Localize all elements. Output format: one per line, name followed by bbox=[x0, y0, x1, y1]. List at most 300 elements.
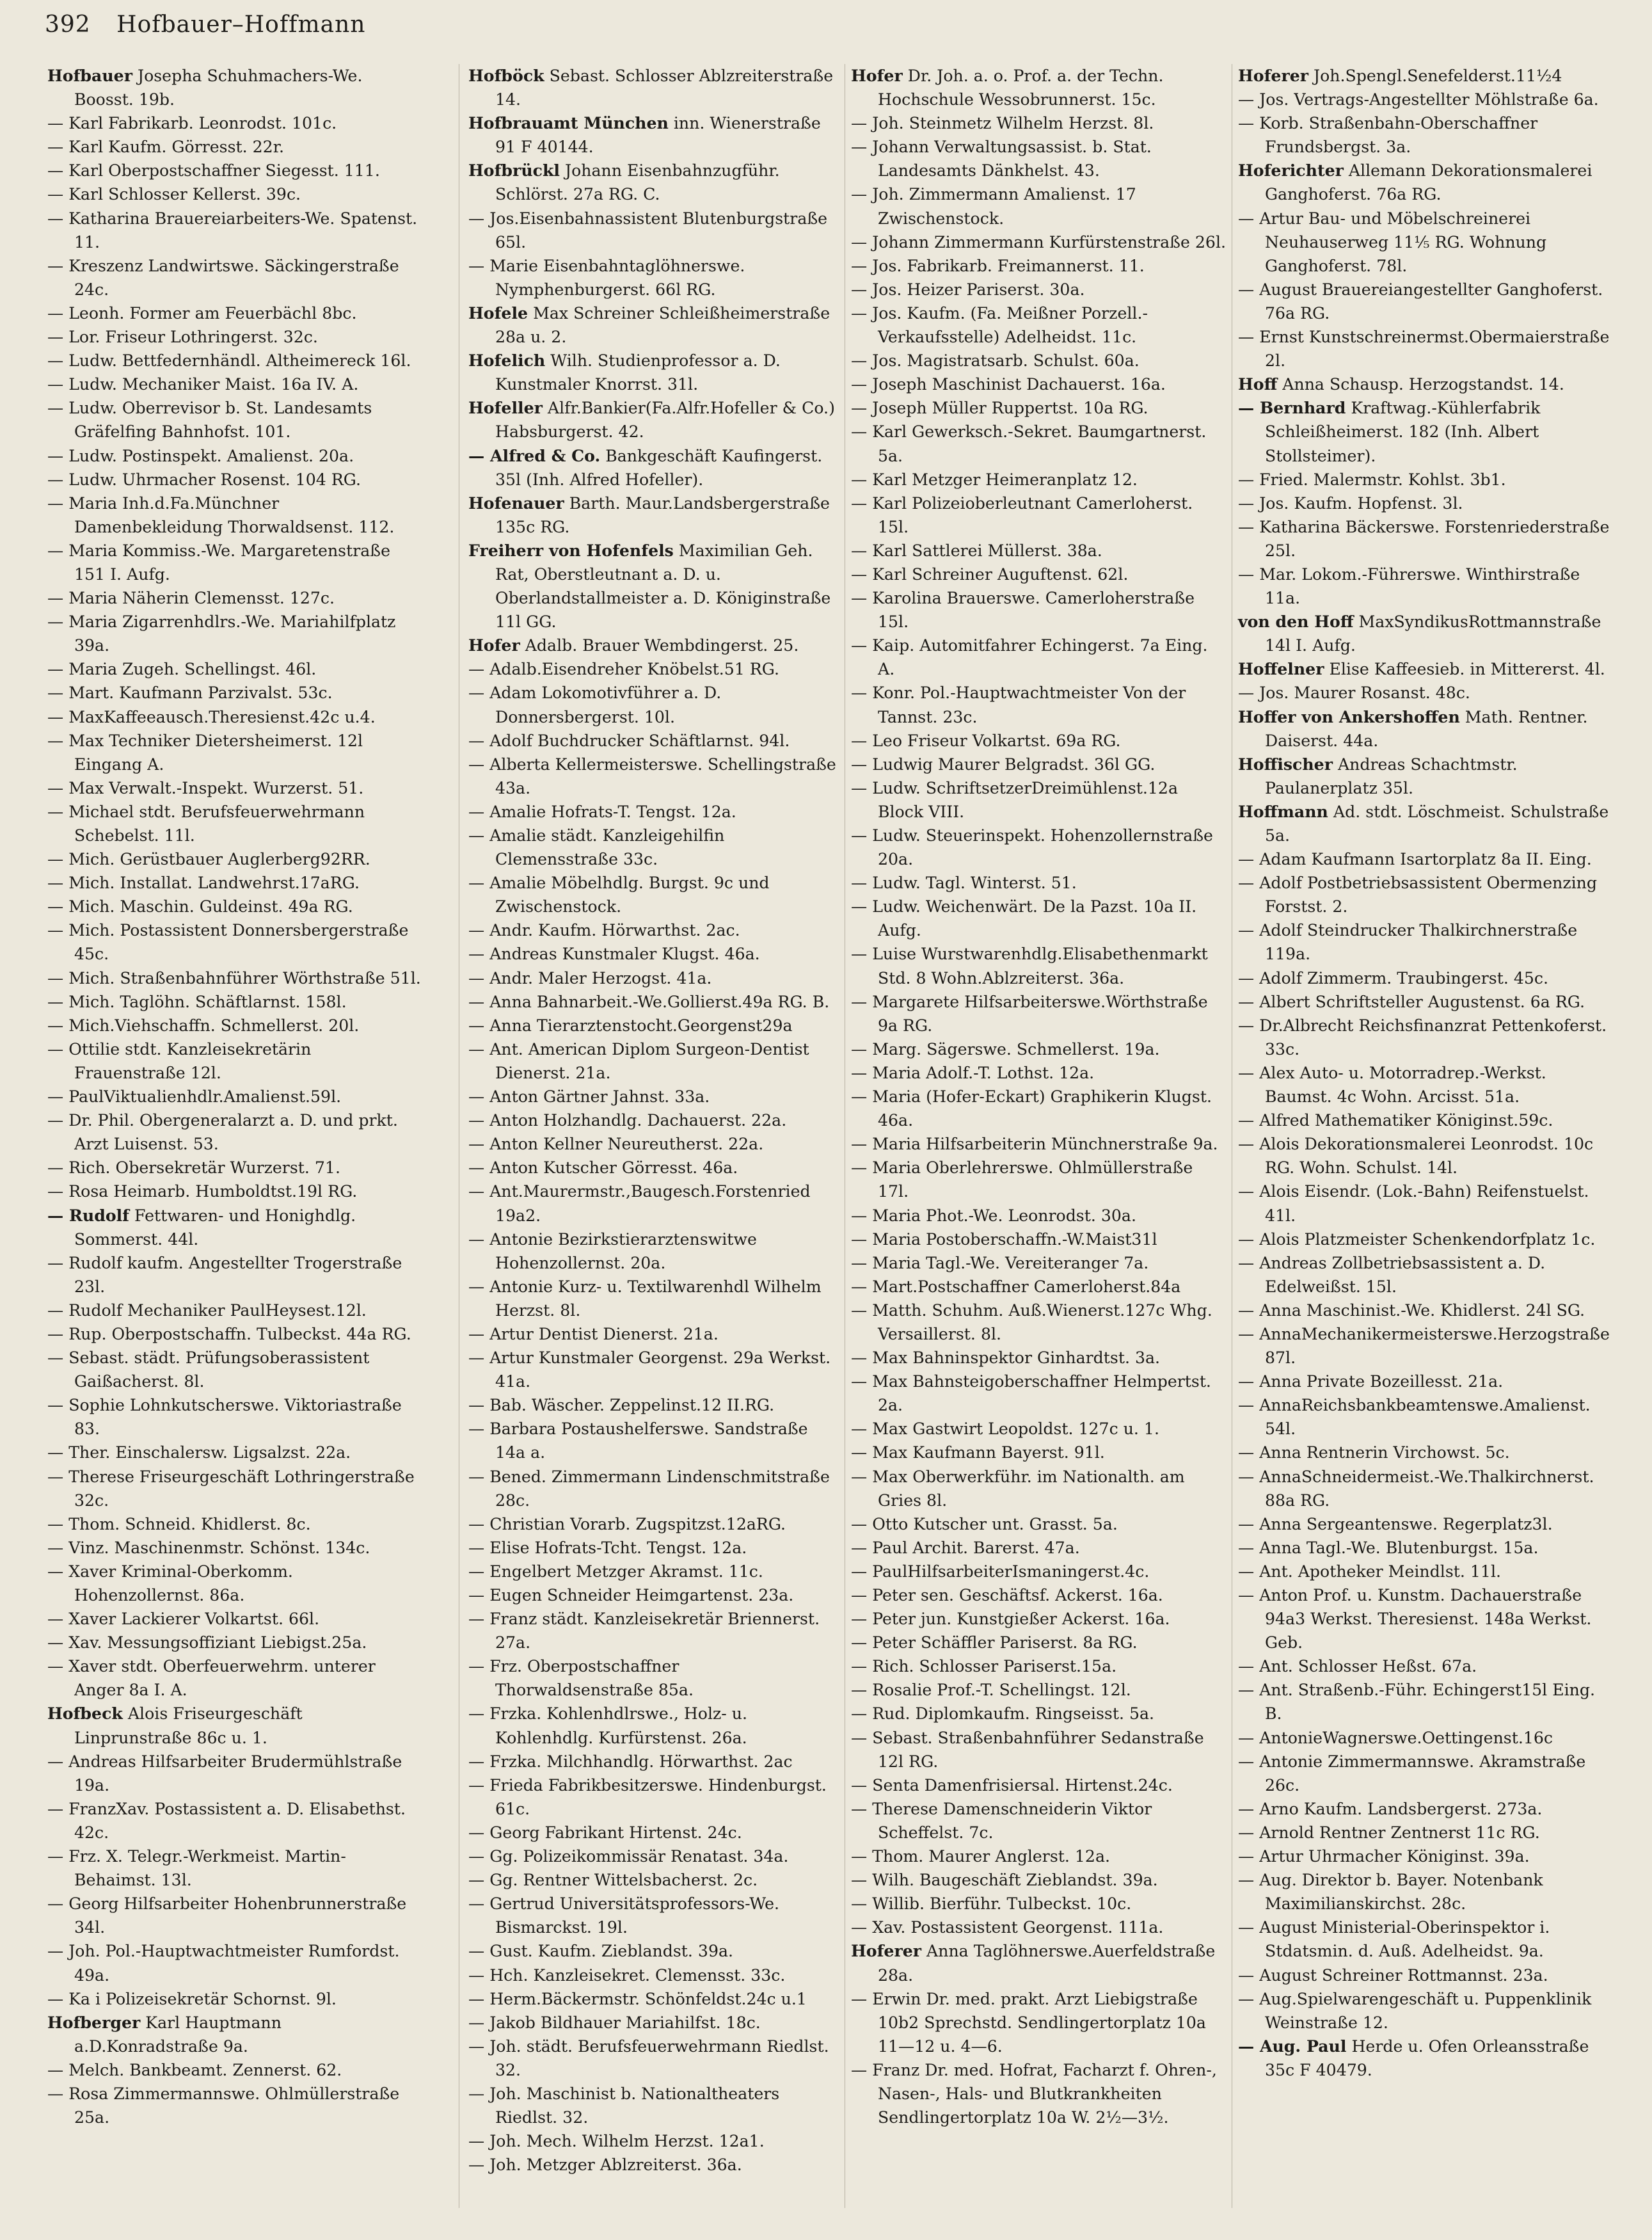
entry-text: — Ludw. Steuerinspekt. Hohenzollernstraße 20a. bbox=[851, 826, 1213, 869]
directory-entry bbox=[1238, 1108, 1613, 1132]
directory-entry bbox=[468, 2011, 839, 2035]
directory-entry bbox=[468, 1939, 839, 1963]
entry-text: — August Brauereiangestellter Ganghoferst. 76a RG. bbox=[1238, 280, 1603, 323]
directory-entry bbox=[851, 1654, 1227, 1678]
directory-entry bbox=[1238, 1228, 1613, 1251]
entry-text: — Jos. Kaufm. (Fa. Meißner Porzell.-Verkaufsstelle) Adelheidst. 11c. bbox=[851, 303, 1148, 347]
directory-entry bbox=[851, 776, 1227, 824]
directory-entry bbox=[47, 2011, 422, 2058]
directory-entry bbox=[851, 1465, 1227, 1512]
entry-text: — Maria Zigarrenhdlrs.-We. Mariahilfplatz 39a. bbox=[47, 612, 396, 655]
directory-entry bbox=[47, 1844, 422, 1892]
directory-entry bbox=[1238, 1750, 1613, 1797]
directory-entry bbox=[468, 1228, 839, 1275]
entry-name: — Rudolf bbox=[47, 1205, 130, 1225]
directory-entry bbox=[47, 705, 422, 729]
directory-entry bbox=[1238, 1465, 1613, 1512]
entry-text: — Aug. Direktor b. Bayer. Notenbank Maximilianskirchst. 28c. bbox=[1238, 1871, 1543, 1914]
entry-text: — Joh. Pol.-Hauptwachtmeister Rumfordst. 49a. bbox=[47, 1942, 400, 1985]
directory-entry bbox=[851, 396, 1227, 420]
entry-text: — Joh. städt. Berufsfeuerwehrmann Riedlst. 32. bbox=[468, 2036, 829, 2079]
directory-entry bbox=[1238, 1536, 1613, 1560]
entry-text: — Anna Rentnerin Virchowst. 5c. bbox=[1238, 1443, 1510, 1462]
directory-entry bbox=[468, 1346, 839, 1393]
entry-text: — Ant. Schlosser Heßst. 67a. bbox=[1238, 1657, 1477, 1676]
directory-entry bbox=[468, 444, 839, 492]
entry-text: — Karl Polizeioberleutnant Camerloherst. 15l. bbox=[851, 493, 1193, 536]
directory-entry bbox=[468, 254, 839, 301]
directory-entry bbox=[851, 1797, 1227, 1844]
entry-text: — Karl Sattlerei Müllerst. 38a. bbox=[851, 541, 1102, 560]
directory-entry bbox=[851, 492, 1227, 539]
directory-entry bbox=[1238, 468, 1613, 492]
entry-text: Karl Hauptmann a.D.Konradstraße 9a. bbox=[74, 2013, 282, 2056]
entry-name: Hoffischer bbox=[1238, 754, 1333, 774]
directory-entry bbox=[851, 1844, 1227, 1868]
directory-entry bbox=[851, 563, 1227, 586]
directory-entry bbox=[47, 1702, 422, 1749]
entry-text: — Antonie Zimmermannswe. Akramstraße 26c. bbox=[1238, 1752, 1586, 1795]
entry-text: — Andreas Hilfsarbeiter Brudermühlstraße 19a. bbox=[47, 1752, 402, 1795]
entry-text: — Ludw. SchriftsetzerDreimühlenst.12a Block VIII. bbox=[851, 778, 1178, 821]
entry-text: — Anton Prof. u. Kunstm. Dachauerstraße 94a3 Werkst. Theresienst. 148a Werkst. Geb. bbox=[1238, 1586, 1592, 1652]
directory-entry bbox=[47, 159, 422, 182]
entry-text: — Maria (Hofer-Eckart) Graphikerin Klugst. 46a. bbox=[851, 1087, 1212, 1130]
entry-text: — Andr. Maler Herzogst. 41a. bbox=[468, 968, 712, 988]
directory-entry bbox=[1238, 278, 1613, 325]
entry-text: — Bened. Zimmermann Lindenschmitstraße 28c. bbox=[468, 1467, 830, 1510]
directory-entry bbox=[47, 1085, 422, 1108]
entry-name: Freiherr von Hofenfels bbox=[468, 540, 674, 560]
entry-text: — Antonie Bezirkstierarztenswitwe Hohenzollernst. 20a. bbox=[468, 1229, 757, 1272]
directory-entry bbox=[468, 1037, 839, 1085]
entry-text: — Amalie Möbelhdlg. Burgst. 9c und Zwischenstock. bbox=[468, 874, 770, 916]
entry-text: Barth. Maur.Landsbergerstraße 135c RG. bbox=[495, 493, 830, 536]
directory-entry bbox=[468, 1750, 839, 1773]
directory-entry bbox=[851, 1037, 1227, 1061]
directory-entry bbox=[1238, 1583, 1613, 1654]
entry-text: — Thom. Schneid. Khidlerst. 8c. bbox=[47, 1514, 311, 1533]
entry-text: — Thom. Maurer Anglerst. 12a. bbox=[851, 1847, 1110, 1866]
directory-entry bbox=[468, 2153, 839, 2177]
directory-entry bbox=[851, 824, 1227, 871]
directory-entry bbox=[47, 349, 422, 372]
entry-text: — Xav. Messungsoffiziant Liebigst.25a. bbox=[47, 1633, 367, 1652]
directory-entry bbox=[1238, 64, 1613, 88]
directory-entry bbox=[468, 871, 839, 918]
entry-text: Kraftwag.-Kühlerfabrik Schleißheimerst. 182 (Inh. Albert Stollsteimer). bbox=[1265, 399, 1541, 465]
directory-entry bbox=[47, 776, 422, 800]
entry-text: inn. Wienerstraße 91 F 40144. bbox=[495, 114, 821, 157]
entry-text: — Therese Friseurgeschäft Lothringerstraße 32c. bbox=[47, 1467, 415, 1510]
directory-entry bbox=[1238, 1061, 1613, 1108]
directory-entry bbox=[851, 1441, 1227, 1464]
directory-entry bbox=[1238, 207, 1613, 278]
entry-text: — Maria Zugeh. Schellingst. 46l. bbox=[47, 660, 317, 679]
entry-name: Hoff bbox=[1238, 374, 1278, 394]
directory-entry bbox=[851, 1868, 1227, 1892]
directory-entry bbox=[47, 1536, 422, 1560]
directory-entry bbox=[468, 1322, 839, 1346]
directory-entry bbox=[47, 1108, 422, 1156]
entry-text: — Adam Lokomotivführer a. D. Donnersbergerst. 10l. bbox=[468, 684, 722, 726]
entry-text: — Ludw. Tagl. Winterst. 51. bbox=[851, 874, 1077, 893]
entry-text: — Joseph Müller Ruppertst. 10a RG. bbox=[851, 399, 1148, 418]
entry-text: — Anton Gärtner Jahnst. 33a. bbox=[468, 1087, 710, 1107]
entry-text: — Max Verwalt.-Inspekt. Wurzerst. 51. bbox=[47, 778, 364, 797]
entry-text: — August Ministerial-Oberinspektor i. Stdatsmin. d. Auß. Adelheidst. 9a. bbox=[1238, 1918, 1550, 1961]
entry-text: — Karl Schlosser Kellerst. 39c. bbox=[47, 185, 301, 204]
entry-text: — Andr. Kaufm. Hörwarthst. 2ac. bbox=[468, 921, 740, 940]
entry-name: Hofenauer bbox=[468, 493, 564, 513]
entry-text: — Rudolf Mechaniker PaulHeysest.12l. bbox=[47, 1300, 367, 1320]
directory-entry bbox=[468, 1964, 839, 1987]
directory-entry bbox=[468, 1654, 839, 1702]
entry-text: — Antonie Kurz- u. Textilwarenhdl Wilhelm Herzst. 8l. bbox=[468, 1277, 822, 1320]
entry-text: — Mich. Maschin. Guldeinst. 49a RG. bbox=[47, 897, 353, 916]
entry-text: — Amalie Hofrats-T. Tengst. 12a. bbox=[468, 802, 736, 821]
entry-text: — August Schreiner Rottmannst. 23a. bbox=[1238, 1965, 1548, 1985]
directory-entry bbox=[851, 301, 1227, 349]
directory-entry bbox=[851, 1702, 1227, 1725]
entry-text: — Katharina Brauereiarbeiters-We. Spatenst. 11. bbox=[47, 209, 418, 252]
entry-text: — Joh. Zimmermann Amalienst. 17 Zwischenstock. bbox=[851, 185, 1136, 228]
entry-text: — Joh. Steinmetz Wilhelm Herzst. 8l. bbox=[851, 114, 1154, 133]
entry-text: — Rich. Obersekretär Wurzerst. 71. bbox=[47, 1158, 340, 1178]
entry-text: — Korb. Straßenbahn-Oberschaffner Frundsbergst. 3a. bbox=[1238, 114, 1538, 157]
entry-text: — Johann Zimmermann Kurfürstenstraße 26l. bbox=[851, 232, 1227, 252]
entry-text: — Maria Näherin Clemensst. 127c. bbox=[47, 589, 335, 608]
entry-name: Hoffmann bbox=[1238, 801, 1328, 821]
entry-text: — Gg. Polizeikommissär Renatast. 34a. bbox=[468, 1847, 789, 1866]
entry-text: — Senta Damenfrisiersal. Hirtenst.24c. bbox=[851, 1775, 1173, 1795]
directory-entry bbox=[1238, 563, 1613, 610]
directory-entry bbox=[851, 64, 1227, 111]
directory-entry bbox=[851, 1417, 1227, 1441]
directory-entry bbox=[468, 1275, 839, 1322]
entry-text: Math. Rentner. Daiserst. 44a. bbox=[1265, 707, 1588, 750]
entry-text: — Anton Kellner Neureutherst. 22a. bbox=[468, 1135, 764, 1154]
directory-entry bbox=[851, 1773, 1227, 1797]
entry-text: Wilh. Studienprofessor a. D. Kunstmaler Knorrst. 31l. bbox=[495, 351, 781, 394]
entry-text: — Peter Schäffler Pariserst. 8a RG. bbox=[851, 1633, 1138, 1652]
entry-text: — Herm.Bäckermstr. Schönfeldst.24c u.1 bbox=[468, 1989, 807, 2008]
directory-entry bbox=[468, 657, 839, 681]
entry-text: — Ludw. Mechaniker Maist. 16a IV. A. bbox=[47, 375, 359, 394]
entry-text: — Hch. Kanzleisekret. Clemensst. 33c. bbox=[468, 1965, 786, 1985]
entry-text: — AntonieWagnerswe.Oettingenst.16c bbox=[1238, 1728, 1553, 1747]
directory-entry bbox=[468, 1821, 839, 1844]
entry-text: — Rup. Oberpostschaffn. Tulbeckst. 44a RG. bbox=[47, 1324, 411, 1343]
directory-entry bbox=[1238, 1678, 1613, 1725]
entry-text: — Engelbert Metzger Akramst. 11c. bbox=[468, 1562, 763, 1581]
entry-text: — Ludw. Oberrevisor b. St. Landesamts Gräfelfing Bahnhofst. 101. bbox=[47, 399, 372, 442]
entry-text: — Karl Schreiner Auguftenst. 62l. bbox=[851, 564, 1129, 584]
entry-text: — Joh. Mech. Wilhelm Herzst. 12a1. bbox=[468, 2132, 765, 2151]
directory-entry bbox=[47, 254, 422, 301]
entry-text: — Arno Kaufm. Landsbergerst. 273a. bbox=[1238, 1799, 1543, 1818]
entry-text: — Frieda Fabrikbesitzerswe. Hindenburgst. 61c. bbox=[468, 1775, 827, 1818]
entry-text: — AnnaMechanikermeisterswe.Herzogstraße 87l. bbox=[1238, 1324, 1610, 1368]
directory-entry bbox=[851, 1061, 1227, 1085]
entry-text: — Maria Inh.d.Fa.Münchner Damenbekleidung Thorwaldsenst. 112. bbox=[47, 493, 395, 536]
directory-entry bbox=[1238, 1560, 1613, 1583]
entry-text: — Aug.Spielwarengeschäft u. Puppenklinik Weinstraße 12. bbox=[1238, 1989, 1592, 2032]
entry-text: — Frz. X. Telegr.-Werkmeist. Martin-Behaimst. 13l. bbox=[47, 1847, 346, 1890]
directory-entry bbox=[47, 1987, 422, 2011]
directory-entry bbox=[851, 2058, 1227, 2129]
entry-text: Bankgeschäft Kaufingerst. 35l (Inh. Alfred Hofeller). bbox=[495, 446, 823, 489]
entry-text: — FranzXav. Postassistent a. D. Elisabethst. 42c. bbox=[47, 1799, 406, 1842]
entry-text: — Alois Platzmeister Schenkendorfplatz 1c. bbox=[1238, 1229, 1596, 1249]
directory-entry bbox=[47, 492, 422, 539]
entry-text: — Artur Dentist Dienerst. 21a. bbox=[468, 1324, 719, 1343]
directory-entry bbox=[47, 64, 422, 111]
entry-text: — Mar. Lokom.-Führerswe. Winthirstraße 11a. bbox=[1238, 564, 1580, 608]
entry-text: — Karl Kaufm. Görresst. 22r. bbox=[47, 138, 284, 157]
entry-name: Hofelich bbox=[468, 351, 546, 371]
directory-entry bbox=[1238, 1180, 1613, 1227]
directory-entry bbox=[851, 468, 1227, 492]
entry-text: — Barbara Postaushelferswe. Sandstraße 14a a. bbox=[468, 1420, 808, 1462]
entry-name: Hoffer von Ankershoffen bbox=[1238, 707, 1460, 726]
directory-entry bbox=[47, 610, 422, 657]
entry-text: — Alberta Kellermeisterswe. Schellingstraße 43a. bbox=[468, 755, 836, 797]
entry-name: Hoferer bbox=[1238, 66, 1309, 85]
entry-text: — Ernst Kunstschreinermst.Obermaierstraße 2l. bbox=[1238, 328, 1610, 371]
entry-text: — Marie Eisenbahntaglöhnerswe. Nymphenburgerst. 66l RG. bbox=[468, 256, 745, 299]
directory-entry bbox=[47, 800, 422, 847]
entry-text: Maximilian Geh. Rat, Oberstleutnant a. D. u. Oberlandstallmeister a. D. Königinstraße 11l GG. bbox=[495, 541, 831, 632]
entry-text: — Anna Bahnarbeit.-We.Gollierst.49a RG. B. bbox=[468, 992, 830, 1011]
directory-entry bbox=[468, 159, 839, 206]
entry-text: — Adam Kaufmann Isartorplatz 8a II. Eing. bbox=[1238, 850, 1592, 869]
directory-entry bbox=[1238, 1987, 1613, 2035]
entry-text: Allemann Dekorationsmalerei Ganghoferst. 76a RG. bbox=[1265, 161, 1592, 204]
directory-entry bbox=[851, 135, 1227, 182]
directory-entry bbox=[1238, 1299, 1613, 1322]
entry-text: Josepha Schuhmachers-We. Boosst. 19b. bbox=[74, 67, 363, 109]
directory-entry bbox=[851, 1726, 1227, 1773]
entry-text: Max Schreiner Schleißheimerstraße 28a u. 2. bbox=[495, 303, 830, 347]
directory-entry bbox=[851, 1251, 1227, 1275]
entry-text: — Christian Vorarb. Zugspitzst.12aRG. bbox=[468, 1514, 786, 1533]
directory-column-4 bbox=[1238, 64, 1613, 2082]
entry-text: — Therese Damenschneiderin Viktor Scheffelst. 7c. bbox=[851, 1799, 1152, 1842]
entry-text: — Frzka. Kohlenhdlrswe., Holz- u. Kohlenhdlg. Kurfürstenst. 26a. bbox=[468, 1704, 748, 1747]
directory-entry bbox=[47, 1441, 422, 1464]
directory-entry bbox=[47, 586, 422, 610]
entry-text: — Max Kaufmann Bayerst. 91l. bbox=[851, 1443, 1105, 1462]
entry-text: — Rosalie Prof.-T. Schellingst. 12l. bbox=[851, 1681, 1131, 1700]
entry-text: — Max Oberwerkführ. im Nationalth. am Gries 8l. bbox=[851, 1467, 1185, 1510]
entry-text: — Anna Tierarztenstocht.Georgenst29a bbox=[468, 1016, 793, 1035]
entry-text: — Andreas Zollbetriebsassistent a. D. Edelweißst. 15l. bbox=[1238, 1253, 1546, 1296]
directory-entry bbox=[851, 586, 1227, 634]
entry-text: — AnnaReichsbankbeamtenswe.Amalienst. 54l. bbox=[1238, 1396, 1591, 1439]
directory-entry bbox=[851, 681, 1227, 728]
entry-text: — Amalie städt. Kanzleigehilfin Clemensstraße 33c. bbox=[468, 826, 725, 869]
entry-text: Andreas Schachtmstr. Paulanerplatz 35l. bbox=[1265, 755, 1518, 797]
entry-text: Sebast. Schlosser Ablzreiterstraße 14. bbox=[495, 67, 834, 109]
directory-entry bbox=[851, 111, 1227, 135]
entry-text: — Artur Kunstmaler Georgenst. 29a Werkst. 41a. bbox=[468, 1348, 831, 1391]
directory-entry bbox=[468, 1773, 839, 1821]
entry-name: von den Hoff bbox=[1238, 612, 1354, 632]
directory-entry bbox=[468, 800, 839, 824]
directory-entry bbox=[468, 492, 839, 539]
directory-entry bbox=[1238, 1251, 1613, 1299]
directory-entry bbox=[468, 349, 839, 396]
entry-text: — Joh. Metzger Ablzreiterst. 36a. bbox=[468, 2156, 742, 2175]
directory-entry bbox=[468, 2082, 839, 2129]
directory-entry bbox=[468, 990, 839, 1014]
directory-entry bbox=[47, 182, 422, 206]
entry-text: — PaulViktualienhdlr.Amalienst.59l. bbox=[47, 1087, 342, 1107]
entry-text: — PaulHilfsarbeiterIsmaningerst.4c. bbox=[851, 1562, 1150, 1581]
entry-text: Anna Taglöhnerswe.Auerfeldstraße 28a. bbox=[878, 1942, 1216, 1985]
directory-entry bbox=[1238, 871, 1613, 918]
entry-text: — Artur Bau- und Möbelschreinerei Neuhauserweg 11⅕ RG. Wohnung Ganghoferst. 78l. bbox=[1238, 209, 1547, 275]
directory-entry bbox=[468, 1132, 839, 1156]
entry-text: — Mart. Kaufmann Parzivalst. 53c. bbox=[47, 684, 333, 703]
directory-entry bbox=[851, 1631, 1227, 1654]
directory-entry bbox=[47, 871, 422, 895]
directory-entry bbox=[47, 1037, 422, 1085]
entry-text: — Ludw. Postinspekt. Amalienst. 20a. bbox=[47, 446, 354, 465]
directory-entry bbox=[468, 1393, 839, 1417]
directory-entry bbox=[1238, 2035, 1613, 2082]
directory-entry bbox=[468, 1868, 839, 1892]
directory-entry bbox=[851, 1560, 1227, 1583]
directory-entry bbox=[851, 1583, 1227, 1607]
directory-entry bbox=[468, 1417, 839, 1464]
directory-entry bbox=[47, 1892, 422, 1939]
directory-entry bbox=[851, 942, 1227, 989]
directory-entry bbox=[851, 1536, 1227, 1560]
directory-entry bbox=[1238, 681, 1613, 705]
entry-text: — Jakob Bildhauer Mariahilfst. 18c. bbox=[468, 2013, 761, 2032]
entry-text: Anna Schausp. Herzogstandst. 14. bbox=[1277, 375, 1564, 394]
entry-text: — Xaver Kriminal-Oberkomm. Hohenzollernst. 86a. bbox=[47, 1562, 293, 1604]
directory-entry bbox=[47, 1654, 422, 1702]
entry-text: — Alfred Mathematiker Königinst.59c. bbox=[1238, 1111, 1553, 1130]
directory-entry bbox=[1238, 111, 1613, 159]
entry-text: — Adolf Zimmerm. Traubingerst. 45c. bbox=[1238, 968, 1548, 988]
entry-text: — Ant. Straßenb.-Führ. Echingerst15l Eing. B. bbox=[1238, 1681, 1595, 1724]
directory-entry bbox=[1238, 325, 1613, 372]
directory-entry bbox=[47, 1750, 422, 1797]
directory-entry bbox=[468, 1180, 839, 1227]
entry-text: — Mich. Straßenbahnführer Wörthstraße 51l. bbox=[47, 968, 421, 988]
directory-entry bbox=[47, 1014, 422, 1037]
directory-entry bbox=[851, 753, 1227, 776]
entry-text: — Kreszenz Landwirtswe. Säckingerstraße 24c. bbox=[47, 256, 399, 299]
running-head: Hofbauer–Hoffmann bbox=[116, 12, 366, 38]
entry-text: — Fried. Malermstr. Kohlst. 3b1. bbox=[1238, 470, 1506, 489]
entry-text: — Michael stdt. Berufsfeuerwehrmann Schebelst. 11l. bbox=[47, 802, 365, 845]
directory-entry bbox=[851, 182, 1227, 230]
directory-entry bbox=[468, 824, 839, 871]
directory-entry bbox=[468, 1085, 839, 1108]
entry-text: — Mich. Gerüstbauer Auglerberg92RR. bbox=[47, 850, 370, 869]
entry-text: — Xaver stdt. Oberfeuerwehrm. unterer Anger 8a I. A. bbox=[47, 1657, 376, 1700]
entry-text: — Karl Oberpostschaffner Siegesst. 111. bbox=[47, 161, 380, 180]
directory-entry bbox=[851, 1939, 1227, 1987]
directory-entry bbox=[851, 278, 1227, 301]
directory-entry bbox=[468, 1844, 839, 1868]
entry-text: Fettwaren- und Honighdlg. Sommerst. 44l. bbox=[74, 1206, 356, 1249]
entry-text: — Frz. Oberpostschaffner Thorwaldsenstraße 85a. bbox=[468, 1657, 694, 1700]
entry-text: Alfr.Bankier(Fa.Alfr.Hofeller & Co.) Habsburgerst. 42. bbox=[495, 399, 835, 442]
entry-text: — Adolf Postbetriebsassistent Obermenzing Forstst. 2. bbox=[1238, 874, 1598, 916]
entry-text: Adalb. Brauer Wembdingerst. 25. bbox=[520, 636, 799, 655]
entry-text: — Maria Kommiss.-We. Margaretenstraße 151 I. Aufg. bbox=[47, 541, 391, 584]
directory-entry bbox=[468, 1156, 839, 1180]
entry-text: — Anton Kutscher Görresst. 46a. bbox=[468, 1158, 738, 1178]
directory-entry bbox=[851, 895, 1227, 942]
entry-text: — Artur Uhrmacher Königinst. 39a. bbox=[1238, 1847, 1530, 1866]
directory-entry bbox=[47, 1251, 422, 1299]
entry-text: — Vinz. Maschinenmstr. Schönst. 134c. bbox=[47, 1538, 370, 1557]
directory-entry bbox=[1238, 1322, 1613, 1370]
entry-text: — Kaip. Automitfahrer Echingerst. 7a Eing. A. bbox=[851, 636, 1208, 679]
directory-entry bbox=[47, 2058, 422, 2082]
directory-entry bbox=[47, 1180, 422, 1203]
entry-name: Hofberger bbox=[47, 2012, 141, 2032]
entry-text: Joh.Spengl.Senefelderst.11½4 bbox=[1308, 67, 1562, 85]
entry-text: — Katharina Bäckerswe. Forstenriederstraße 25l. bbox=[1238, 517, 1610, 560]
directory-entry bbox=[468, 111, 839, 159]
directory-entry bbox=[468, 1465, 839, 1512]
entry-name: Hoferichter bbox=[1238, 161, 1344, 180]
entry-text: — Peter jun. Kunstgießer Ackerst. 16a. bbox=[851, 1610, 1170, 1629]
entry-text: — Maria Hilfsarbeiterin Münchnerstraße 9a. bbox=[851, 1135, 1218, 1154]
directory-entry bbox=[47, 1939, 422, 1987]
entry-text: — Joseph Maschinist Dachauerst. 16a. bbox=[851, 375, 1166, 394]
entry-text: — Gg. Rentner Wittelsbacherst. 2c. bbox=[468, 1871, 758, 1890]
directory-entry bbox=[1238, 657, 1613, 681]
entry-text: — Ant. Apotheker Meindlst. 11l. bbox=[1238, 1562, 1502, 1581]
entry-text: — Rosa Heimarb. Humboldtst.19l RG. bbox=[47, 1182, 358, 1201]
entry-text: — Mich. Taglöhn. Schäftlarnst. 158l. bbox=[47, 992, 347, 1011]
directory-entry bbox=[851, 230, 1227, 254]
entry-text: — Rud. Diplomkaufm. Ringseisst. 5a. bbox=[851, 1704, 1154, 1724]
entry-text: — Jos. Kaufm. Hopfenst. 3l. bbox=[1238, 493, 1463, 513]
page-number: 392 bbox=[45, 12, 91, 38]
entry-text: — Jos. Maurer Rosanst. 48c. bbox=[1238, 684, 1470, 703]
directory-entry bbox=[468, 64, 839, 111]
directory-entry bbox=[47, 1560, 422, 1607]
entry-text: — Ka i Polizeisekretär Schornst. 9l. bbox=[47, 1989, 337, 2008]
directory-entry bbox=[851, 1892, 1227, 1916]
directory-entry bbox=[1238, 1441, 1613, 1464]
entry-text: — Ottilie stdt. Kanzleisekretärin Frauenstraße 12l. bbox=[47, 1039, 312, 1082]
entry-text: — Ther. Einschalersw. Ligsalzst. 22a. bbox=[47, 1443, 351, 1462]
entry-text: — Max Gastwirt Leopoldst. 127c u. 1. bbox=[851, 1420, 1159, 1439]
entry-text: — Adolf Buchdrucker Schäftlarnst. 94l. bbox=[468, 731, 790, 750]
entry-text: — Lor. Friseur Lothringerst. 32c. bbox=[47, 328, 318, 347]
directory-entry bbox=[851, 254, 1227, 278]
directory-entry bbox=[1238, 1654, 1613, 1678]
entry-text: — Rich. Schlosser Pariserst.15a. bbox=[851, 1657, 1117, 1676]
entry-text: — Konr. Pol.-Hauptwachtmeister Von der Tannst. 23c. bbox=[851, 684, 1186, 726]
entry-text: — Elise Hofrats-Tcht. Tengst. 12a. bbox=[468, 1538, 747, 1557]
entry-text: — Wilh. Baugeschäft Zieblandst. 39a. bbox=[851, 1871, 1158, 1890]
entry-name: — Alfred & Co. bbox=[468, 445, 601, 465]
directory-entry bbox=[851, 1512, 1227, 1536]
entry-text: — Gertrud Universitätsprofessors-We. Bismarckst. 19l. bbox=[468, 1894, 780, 1937]
